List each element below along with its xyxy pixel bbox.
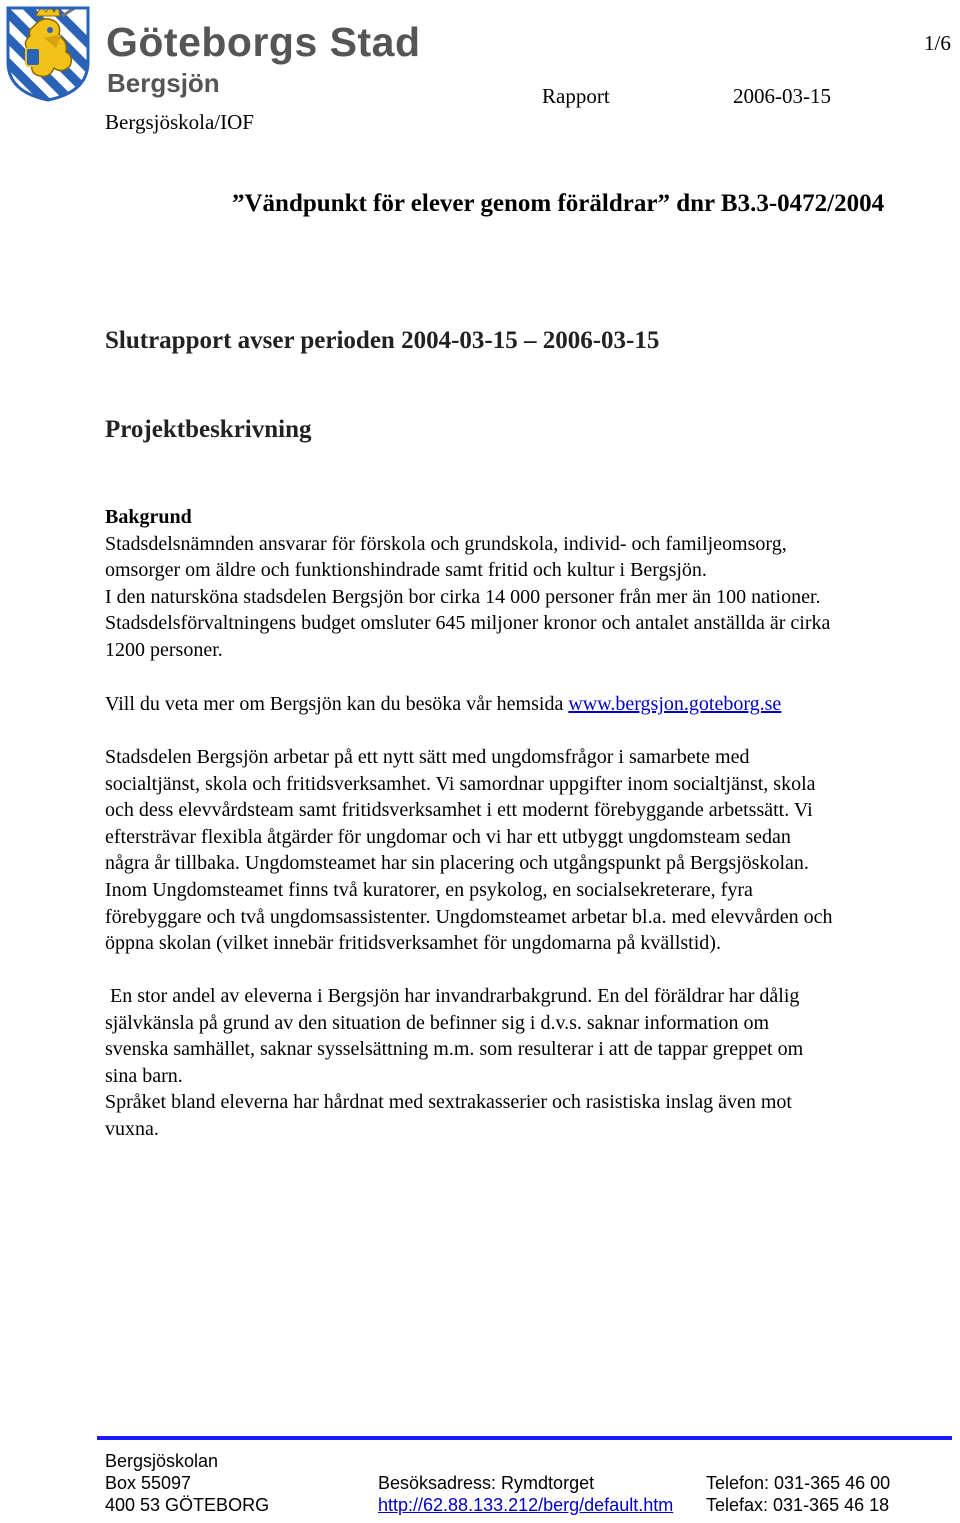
document-date: 2006-03-15 [733,84,831,108]
paragraph-line: öppna skolan (vilket innebär fritidsverksamhet för ungdomarna på kvällstid). [105,932,721,955]
paragraph-line: Inom Ungdomsteamet finns två kuratorer, en psykolog, en socialsekreterare, fyra [105,878,753,901]
page-number: 1/6 [924,31,951,55]
footer-url-link[interactable]: http://62.88.133.212/berg/default.htm [378,1495,674,1515]
website-paragraph [105,691,955,718]
paragraph-line: vuxna. [105,1117,159,1140]
footer-phone: Telefon: 031-365 46 00 [706,1473,891,1493]
bakgrund-line: Stadsdelsförvaltningens budget omsluter 645 miljoner kronor och antalet anställda är cirka [105,612,831,635]
brand-city-name: Göteborgs Stad [106,19,421,65]
footer-school-name: Bergsjöskolan [105,1451,219,1471]
goteborg-coat-of-arms-logo [4,4,92,102]
paragraph-line: och dess elevvårdsteam samt fritidsverksamhet i ett modernt förebyggande arbetssätt. Vi [105,799,813,822]
paragraph-line: förebyggare och två ungdomsassistenter. Ungdomsteamet arbetar bl.a. med elevvården och [105,905,833,928]
bakgrund-section [105,504,955,664]
school-unit: Bergsjöskola/IOF [105,110,254,134]
document-type: Rapport [542,84,610,108]
paragraph-line: socialtjänst, skola och fritidsverksamhet. Vi samordnar uppgifter inom socialtjänst, skola [105,772,816,795]
paragraph-line: några år tillbaka. Ungdomsteamet har sin placering och utgångspunkt på Bergsjöskolan. [105,852,809,875]
bakgrund-line: I den natursköna stadsdelen Bergsjön bor cirka 14 000 personer från mer än 100 nationer. [105,585,821,608]
footer-city: 400 53 GÖTEBORG [105,1495,270,1515]
report-period-heading: Slutrapport avser perioden 2004-03-15 – 2006-03-15 [105,327,660,354]
bakgrund-line: Stadsdelsnämnden ansvarar för förskola och grundskola, individ- och familjeomsorg, [105,532,787,555]
project-title: ”Vändpunkt för elever genom föräldrar” dnr B3.3-0472/2004 [232,190,885,217]
brand-district-name: Bergsjön [107,68,220,98]
paragraph-line: En stor andel av eleverna i Bergsjön har invandrarbakgrund. En del föräldrar har dålig [110,985,800,1007]
paragraph-line: sina barn. [105,1064,183,1087]
bakgrund-line: omsorger om äldre och funktionshindrade samt fritid och kultur i Bergsjön. [105,559,707,582]
paragraph-line: Stadsdelen Bergsjön arbetar på ett nytt sätt med ungdomsfrågor i samarbete med [105,746,750,768]
website-link[interactable]: www.bergsjon.goteborg.se [568,693,782,715]
footer-postbox: Box 55097 [105,1473,192,1493]
bakgrund-heading: Bakgrund [105,506,192,528]
paragraph-line: svenska samhället, saknar sysselsättning m.m. som resulterar i att de tappar greppet om [105,1038,804,1061]
website-text: Vill du veta mer om Bergsjön kan du besöka vår hemsida [105,693,569,715]
footer-visit-address: Besöksadress: Rymdtorget [378,1473,595,1493]
youth-team-paragraph [105,744,955,957]
bakgrund-line: 1200 personer. [105,638,223,661]
section-heading: Projektbeskrivning [105,416,312,443]
footer-divider [97,1436,952,1440]
paragraph-line: eftersträvar flexibla åtgärder för ungdomar och vi har ett utbyggt ungdomsteam sedan [105,825,791,848]
paragraph-line: självkänsla på grund av den situation de befinner sig i d.v.s. saknar information om [105,1011,770,1034]
footer-fax: Telefax: 031-365 46 18 [706,1495,890,1515]
paragraph-line: Språket bland eleverna har hårdnat med sextrakasserier och rasistiska inslag även mot [105,1091,792,1114]
background-students-paragraph [105,983,955,1143]
